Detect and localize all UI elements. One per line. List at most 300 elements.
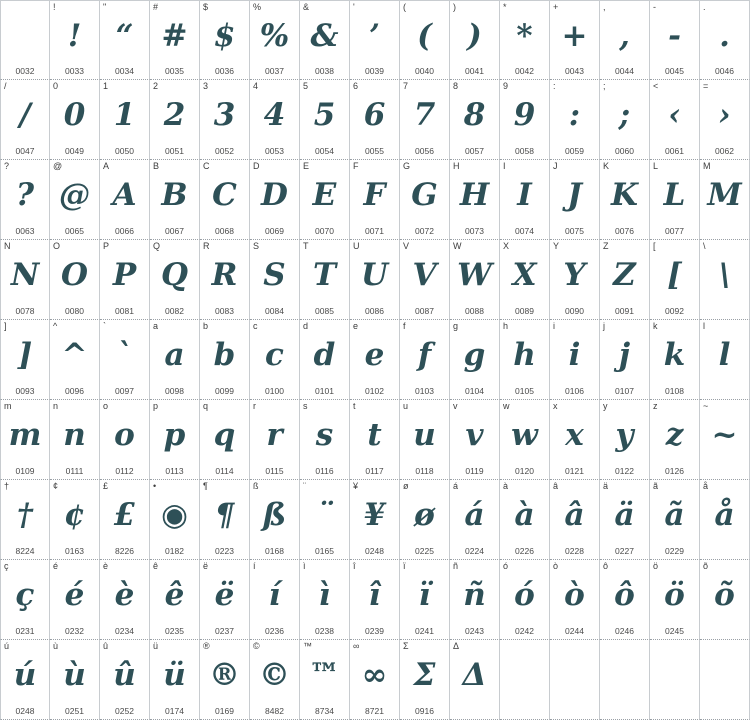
glyph-code: 0074	[515, 226, 534, 236]
glyph-sample: @	[59, 176, 90, 213]
glyph-cell[interactable]	[700, 320, 750, 400]
glyph-cell[interactable]	[450, 320, 500, 400]
glyph-cell[interactable]	[650, 80, 700, 160]
glyph-cell[interactable]	[200, 480, 250, 560]
glyph-label: X	[503, 241, 510, 251]
glyph-code: 0168	[265, 546, 284, 556]
glyph-cell[interactable]	[650, 0, 700, 80]
glyph-cell[interactable]	[350, 320, 400, 400]
glyph-cell[interactable]	[100, 240, 150, 320]
glyph-cell[interactable]	[550, 480, 600, 560]
glyph-cell[interactable]	[650, 560, 700, 640]
glyph-label: w	[503, 401, 510, 411]
glyph-sample: 9	[513, 96, 536, 133]
glyph-cell[interactable]	[700, 560, 750, 640]
glyph-sample: ^	[61, 336, 88, 373]
glyph-code: 0073	[465, 226, 484, 236]
glyph-sample: A	[112, 176, 137, 213]
glyph-cell[interactable]	[250, 240, 300, 320]
glyph-code: 8224	[15, 546, 35, 556]
glyph-label: I	[503, 161, 506, 171]
glyph-sample: ò	[564, 576, 585, 613]
glyph-code: 0084	[265, 306, 284, 316]
glyph-code: 0060	[615, 146, 634, 156]
glyph-label: ö	[653, 561, 659, 571]
glyph-cell[interactable]	[550, 400, 600, 480]
glyph-sample: ó	[514, 576, 535, 613]
glyph-cell-empty	[700, 640, 750, 720]
glyph-sample: 6	[363, 96, 386, 133]
glyph-sample: $	[213, 17, 236, 54]
glyph-cell[interactable]	[100, 0, 150, 80]
glyph-code: 0106	[565, 386, 584, 396]
glyph-cell[interactable]	[250, 160, 300, 240]
glyph-code: 0067	[165, 226, 184, 236]
glyph-label: B	[153, 161, 160, 171]
glyph-cell[interactable]	[200, 80, 250, 160]
glyph-cell[interactable]	[500, 160, 550, 240]
glyph-code: 0228	[565, 546, 584, 556]
glyph-label: ¶	[203, 481, 208, 491]
glyph-label: ò	[553, 561, 559, 571]
glyph-cell[interactable]	[400, 640, 450, 720]
glyph-label: .	[703, 2, 706, 12]
glyph-label: é	[53, 561, 59, 571]
glyph-code: 0239	[365, 626, 384, 636]
glyph-cell[interactable]	[250, 560, 300, 640]
glyph-cell[interactable]	[600, 400, 650, 480]
glyph-code: 0111	[65, 466, 84, 476]
glyph-sample: z	[665, 416, 684, 453]
glyph-sample: “	[115, 17, 134, 54]
glyph-cell[interactable]	[700, 0, 750, 80]
glyph-label: v	[453, 401, 458, 411]
glyph-cell[interactable]	[550, 320, 600, 400]
glyph-cell[interactable]	[0, 640, 50, 720]
glyph-label: (	[403, 2, 406, 12]
glyph-cell[interactable]	[100, 640, 150, 720]
glyph-sample: n	[63, 416, 86, 453]
glyph-code: 0103	[415, 386, 434, 396]
glyph-cell[interactable]	[400, 480, 450, 560]
glyph-cell[interactable]	[50, 640, 100, 720]
glyph-sample: -	[668, 17, 681, 54]
glyph-cell[interactable]	[350, 240, 400, 320]
glyph-label: ;	[603, 81, 606, 91]
glyph-label: ë	[203, 561, 209, 571]
glyph-sample: ß	[262, 496, 287, 533]
glyph-code: 0232	[65, 626, 84, 636]
glyph-cell[interactable]	[650, 480, 700, 560]
glyph-cell[interactable]	[300, 400, 350, 480]
glyph-code: 0062	[715, 146, 734, 156]
glyph-cell[interactable]	[650, 240, 700, 320]
glyph-cell[interactable]	[500, 80, 550, 160]
glyph-cell[interactable]	[400, 0, 450, 80]
glyph-cell[interactable]	[500, 320, 550, 400]
glyph-code: 0248	[15, 706, 35, 716]
glyph-cell[interactable]	[100, 320, 150, 400]
glyph-cell[interactable]	[250, 400, 300, 480]
glyph-sample: ù	[63, 656, 86, 693]
glyph-code: 0032	[15, 66, 35, 76]
glyph-cell[interactable]	[650, 160, 700, 240]
glyph-cell[interactable]	[100, 80, 150, 160]
glyph-sample: 5	[313, 96, 336, 133]
glyph-cell[interactable]	[550, 80, 600, 160]
glyph-cell[interactable]	[650, 400, 700, 480]
glyph-code: 0225	[415, 546, 434, 556]
glyph-sample: 7	[413, 96, 436, 133]
glyph-code: 0107	[615, 386, 634, 396]
glyph-sample: \	[718, 256, 731, 293]
glyph-code: 0121	[565, 466, 584, 476]
glyph-sample: `	[116, 336, 133, 373]
glyph-cell[interactable]	[50, 400, 100, 480]
glyph-cell[interactable]	[0, 320, 50, 400]
glyph-cell[interactable]	[400, 560, 450, 640]
glyph-cell[interactable]	[300, 320, 350, 400]
glyph-label: \	[703, 241, 706, 251]
glyph-cell[interactable]	[350, 400, 400, 480]
glyph-cell[interactable]	[600, 160, 650, 240]
glyph-cell[interactable]	[500, 0, 550, 80]
glyph-cell[interactable]	[200, 640, 250, 720]
glyph-cell[interactable]	[550, 560, 600, 640]
glyph-cell[interactable]	[100, 160, 150, 240]
glyph-cell[interactable]	[0, 240, 50, 320]
glyph-label: 2	[153, 81, 159, 91]
glyph-sample: w	[511, 416, 538, 453]
glyph-cell[interactable]	[300, 640, 350, 720]
glyph-cell[interactable]	[450, 560, 500, 640]
glyph-code: 0082	[165, 306, 184, 316]
glyph-code: 0104	[465, 386, 484, 396]
glyph-cell[interactable]	[150, 480, 200, 560]
glyph-sample: K	[611, 176, 638, 213]
glyph-cell[interactable]	[600, 0, 650, 80]
glyph-code: 0235	[165, 626, 184, 636]
glyph-sample: m	[8, 416, 42, 453]
glyph-code: 0096	[65, 386, 84, 396]
glyph-label: à	[503, 481, 509, 491]
glyph-code: 0102	[365, 386, 384, 396]
glyph-cell[interactable]	[100, 560, 150, 640]
glyph-label: "	[103, 2, 107, 12]
glyph-code: 0252	[115, 706, 134, 716]
glyph-label: :	[553, 81, 556, 91]
glyph-cell[interactable]	[250, 80, 300, 160]
glyph-cell[interactable]	[200, 0, 250, 80]
glyph-cell[interactable]	[50, 80, 100, 160]
glyph-code: 0047	[15, 146, 35, 156]
glyph-cell[interactable]	[0, 80, 50, 160]
glyph-cell[interactable]	[200, 560, 250, 640]
glyph-label: û	[103, 641, 109, 651]
glyph-cell[interactable]	[300, 240, 350, 320]
glyph-code: 0126	[665, 466, 684, 476]
glyph-cell[interactable]	[150, 160, 200, 240]
glyph-label: è	[103, 561, 109, 571]
glyph-sample: ä	[614, 496, 635, 533]
glyph-label: ]	[4, 321, 7, 331]
glyph-cell[interactable]	[350, 0, 400, 80]
glyph-label: ô	[603, 561, 609, 571]
glyph-label: R	[203, 241, 210, 251]
glyph-cell[interactable]	[700, 480, 750, 560]
glyph-cell[interactable]	[350, 160, 400, 240]
glyph-cell[interactable]	[350, 80, 400, 160]
glyph-cell[interactable]	[300, 0, 350, 80]
glyph-label: ñ	[453, 561, 459, 571]
glyph-cell[interactable]	[100, 480, 150, 560]
glyph-code: 0069	[265, 226, 284, 236]
glyph-cell[interactable]	[250, 0, 300, 80]
glyph-cell[interactable]	[50, 160, 100, 240]
glyph-label: [	[653, 241, 656, 251]
glyph-label: h	[503, 321, 509, 331]
glyph-code: 0050	[115, 146, 134, 156]
glyph-label: K	[603, 161, 610, 171]
glyph-cell[interactable]	[500, 480, 550, 560]
glyph-sample: ◉	[160, 496, 189, 533]
glyph-cell[interactable]	[550, 240, 600, 320]
glyph-cell[interactable]	[600, 80, 650, 160]
glyph-cell[interactable]	[0, 560, 50, 640]
glyph-code: 0053	[265, 146, 284, 156]
glyph-label: j	[603, 321, 605, 331]
glyph-label: b	[203, 321, 209, 331]
glyph-cell[interactable]	[450, 640, 500, 720]
glyph-code: 0059	[565, 146, 584, 156]
glyph-cell[interactable]	[350, 480, 400, 560]
glyph-cell[interactable]	[200, 320, 250, 400]
glyph-sample: o	[114, 416, 135, 453]
glyph-cell[interactable]	[500, 240, 550, 320]
glyph-cell[interactable]	[50, 480, 100, 560]
glyph-cell[interactable]	[400, 240, 450, 320]
glyph-sample: ¶	[214, 496, 235, 533]
glyph-code: 0044	[615, 66, 634, 76]
glyph-cell[interactable]	[400, 320, 450, 400]
glyph-code: 0040	[415, 66, 434, 76]
glyph-label: 1	[103, 81, 109, 91]
glyph-code: 0035	[165, 66, 184, 76]
glyph-cell-empty	[600, 640, 650, 720]
glyph-label: £	[103, 481, 109, 491]
glyph-label: @	[53, 161, 63, 171]
glyph-label: ¢	[53, 481, 59, 491]
glyph-code: 0242	[515, 626, 534, 636]
glyph-sample: å	[714, 496, 735, 533]
glyph-sample: O	[60, 256, 88, 293]
glyph-cell[interactable]	[0, 400, 50, 480]
glyph-cell[interactable]	[500, 560, 550, 640]
glyph-cell[interactable]	[0, 480, 50, 560]
glyph-cell[interactable]	[150, 80, 200, 160]
glyph-cell[interactable]	[250, 320, 300, 400]
glyph-sample: r	[266, 416, 283, 453]
glyph-cell[interactable]	[550, 0, 600, 80]
glyph-code: 0119	[465, 466, 484, 476]
glyph-sample: #	[161, 17, 188, 54]
glyph-label: t	[353, 401, 356, 411]
glyph-label: n	[53, 401, 59, 411]
glyph-cell[interactable]	[150, 400, 200, 480]
glyph-sample: ú	[13, 656, 37, 693]
glyph-cell[interactable]	[200, 160, 250, 240]
glyph-cell[interactable]	[150, 0, 200, 80]
glyph-sample: G	[411, 176, 438, 213]
glyph-sample: à	[514, 496, 535, 533]
glyph-label: ß	[253, 481, 259, 491]
glyph-row	[0, 0, 751, 80]
glyph-cell[interactable]	[50, 560, 100, 640]
glyph-sample: T	[312, 256, 337, 293]
glyph-code: 8482	[265, 706, 284, 716]
glyph-sample: k	[663, 336, 686, 373]
glyph-sample: W	[457, 256, 492, 293]
glyph-cell[interactable]	[350, 640, 400, 720]
glyph-code: 0038	[315, 66, 334, 76]
glyph-cell[interactable]	[200, 400, 250, 480]
glyph-cell[interactable]	[700, 80, 750, 160]
glyph-sample: b	[213, 336, 236, 373]
glyph-label: ∞	[353, 641, 360, 651]
glyph-cell[interactable]	[300, 560, 350, 640]
glyph-code: 0109	[15, 466, 35, 476]
glyph-sample: L	[663, 176, 686, 213]
glyph-code: 0182	[165, 546, 184, 556]
glyph-sample: £	[113, 496, 136, 533]
glyph-code: 0092	[665, 306, 684, 316]
glyph-label: H	[453, 161, 460, 171]
glyph-label: i	[553, 321, 555, 331]
glyph-cell[interactable]	[450, 240, 500, 320]
glyph-cell[interactable]	[50, 240, 100, 320]
glyph-cell[interactable]	[500, 400, 550, 480]
glyph-cell[interactable]	[450, 0, 500, 80]
glyph-sample: ñ	[463, 576, 486, 613]
glyph-sample: )	[467, 17, 482, 54]
glyph-cell[interactable]	[50, 0, 100, 80]
glyph-code: 0231	[15, 626, 35, 636]
glyph-cell[interactable]	[0, 160, 50, 240]
glyph-label: V	[403, 241, 410, 251]
glyph-code: 0243	[465, 626, 484, 636]
glyph-label: +	[553, 2, 559, 12]
glyph-cell[interactable]	[650, 320, 700, 400]
glyph-cell[interactable]	[450, 400, 500, 480]
glyph-cell[interactable]	[400, 160, 450, 240]
glyph-sample: g	[463, 336, 486, 373]
glyph-code: 8734	[315, 706, 334, 716]
glyph-cell[interactable]	[150, 640, 200, 720]
glyph-cell[interactable]	[400, 80, 450, 160]
glyph-cell[interactable]	[450, 80, 500, 160]
glyph-cell[interactable]	[50, 320, 100, 400]
glyph-sample: ï	[418, 576, 431, 613]
glyph-cell[interactable]	[600, 320, 650, 400]
glyph-sample: .	[719, 17, 730, 54]
glyph-cell[interactable]	[250, 640, 300, 720]
glyph-sample: J	[567, 176, 582, 213]
glyph-sample: ¥	[363, 496, 386, 533]
glyph-sample: R	[211, 256, 238, 293]
glyph-row	[0, 240, 751, 320]
glyph-cell[interactable]	[450, 480, 500, 560]
glyph-cell[interactable]	[600, 480, 650, 560]
glyph-code: 0100	[265, 386, 284, 396]
glyph-code: 0114	[215, 466, 234, 476]
glyph-cell[interactable]	[200, 240, 250, 320]
glyph-cell[interactable]	[600, 240, 650, 320]
glyph-sample: U	[360, 256, 389, 293]
glyph-code: 8226	[115, 546, 134, 556]
glyph-label: ,	[603, 2, 606, 12]
glyph-sample: ç	[15, 576, 35, 613]
glyph-code: 0083	[215, 306, 234, 316]
glyph-sample: s	[315, 416, 334, 453]
glyph-cell[interactable]	[450, 160, 500, 240]
glyph-cell[interactable]	[700, 240, 750, 320]
glyph-label: `	[103, 321, 106, 331]
glyph-label: =	[703, 81, 709, 91]
glyph-code: 0056	[415, 146, 434, 156]
glyph-cell[interactable]	[300, 80, 350, 160]
glyph-code: 0120	[515, 466, 534, 476]
glyph-cell[interactable]	[150, 560, 200, 640]
glyph-sample: ì	[318, 576, 331, 613]
glyph-code: 0088	[465, 306, 484, 316]
glyph-label: ?	[4, 161, 10, 171]
glyph-sample: S	[263, 256, 286, 293]
glyph-sample: V	[412, 256, 437, 293]
glyph-cell[interactable]	[400, 400, 450, 480]
glyph-sample: M	[707, 176, 742, 213]
glyph-sample: x	[565, 416, 584, 453]
glyph-cell[interactable]	[300, 160, 350, 240]
glyph-cell[interactable]	[250, 480, 300, 560]
glyph-code: 0052	[215, 146, 234, 156]
glyph-sample: ?	[15, 176, 35, 213]
glyph-cell[interactable]	[550, 160, 600, 240]
glyph-label: Σ	[403, 641, 409, 651]
glyph-cell[interactable]	[700, 160, 750, 240]
glyph-cell[interactable]	[600, 560, 650, 640]
glyph-label: ~	[703, 401, 709, 411]
glyph-sample: F	[363, 176, 386, 213]
glyph-label: !	[53, 2, 56, 12]
glyph-cell[interactable]	[300, 480, 350, 560]
glyph-sample: 0	[63, 96, 86, 133]
glyph-cell[interactable]	[150, 320, 200, 400]
glyph-cell[interactable]	[350, 560, 400, 640]
glyph-code: 0080	[65, 306, 84, 316]
glyph-sample: ©	[259, 656, 290, 693]
glyph-sample: ö	[664, 576, 685, 613]
glyph-sample: 8	[463, 96, 486, 133]
glyph-row	[0, 400, 751, 480]
glyph-sample: B	[161, 176, 188, 213]
glyph-sample: Δ	[462, 656, 487, 693]
glyph-cell[interactable]	[150, 240, 200, 320]
glyph-cell[interactable]	[100, 400, 150, 480]
glyph-cell[interactable]	[700, 400, 750, 480]
glyph-label: T	[303, 241, 309, 251]
glyph-code: 0229	[665, 546, 684, 556]
glyph-label: ó	[503, 561, 509, 571]
